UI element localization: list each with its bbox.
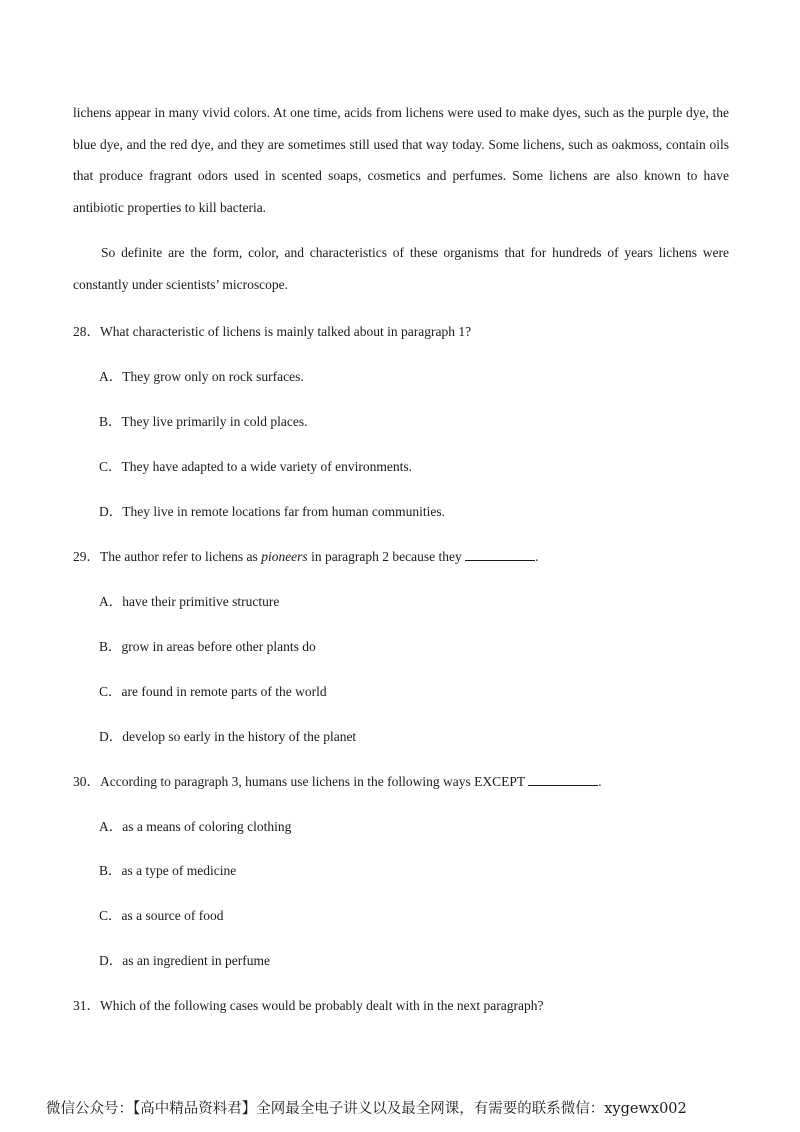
option-29-b bbox=[99, 635, 316, 655]
option-letter: D． bbox=[99, 504, 123, 519]
footer-contact-banner: 微信公众号：【高中精品资料君】全网最全电子讲义以及最全网课，有需要的联系微信：xygewx002 bbox=[46, 1101, 687, 1117]
option-30-a bbox=[99, 815, 291, 835]
option-text: as a type of medicine bbox=[121, 863, 237, 878]
option-30-d bbox=[99, 949, 270, 969]
option-text: They live primarily in cold places. bbox=[121, 414, 308, 429]
option-text: as a means of coloring clothing bbox=[122, 819, 292, 834]
option-28-a bbox=[99, 365, 304, 385]
option-letter: A． bbox=[99, 819, 123, 834]
option-letter: C． bbox=[99, 684, 122, 699]
question-29 bbox=[73, 545, 539, 565]
option-30-b bbox=[99, 859, 236, 879]
paragraph-scientists: So definite are the form, color, and characteristics of these organisms that for hundreds of years lichens were constantly under scientists’ microscope. bbox=[73, 245, 729, 292]
question-number: 31． bbox=[73, 998, 100, 1013]
question-text-end: . bbox=[598, 774, 602, 789]
paragraph-lichen-uses: lichens appear in many vivid colors. At one time, acids from lichens were used to make dyes, such as the purple dye, the blue dye, and the red dye, and they are sometimes still used that way today. Some lichens, such as oakmoss, contain oils that produce fragrant odors used in scented soaps, cosmetics and perfumes. Some lichens are also known to have antibiotic properties to kill bacteria. bbox=[73, 105, 729, 215]
option-letter: A． bbox=[99, 594, 123, 609]
question-italic-term: pioneers bbox=[261, 549, 308, 564]
option-text: They have adapted to a wide variety of environments. bbox=[121, 459, 413, 474]
option-30-c bbox=[99, 904, 223, 924]
option-29-d bbox=[99, 725, 356, 745]
option-letter: C． bbox=[99, 459, 122, 474]
option-text: as an ingredient in perfume bbox=[122, 953, 270, 968]
option-letter: C． bbox=[99, 908, 122, 923]
question-number: 29． bbox=[73, 549, 100, 564]
question-text: Which of the following cases would be probably dealt with in the next paragraph? bbox=[100, 998, 544, 1013]
option-letter: B． bbox=[99, 414, 122, 429]
question-text: The author refer to lichens as bbox=[100, 549, 262, 564]
option-letter: A． bbox=[99, 369, 123, 384]
answer-blank bbox=[528, 774, 598, 786]
option-text: have their primitive structure bbox=[122, 594, 280, 609]
option-28-c bbox=[99, 455, 412, 475]
option-28-d bbox=[99, 500, 445, 520]
question-text: in paragraph 2 because they bbox=[307, 549, 466, 564]
option-29-c bbox=[99, 680, 327, 700]
question-text: According to paragraph 3, humans use lichens in the following ways EXCEPT bbox=[100, 774, 529, 789]
question-text-end: . bbox=[535, 549, 539, 564]
option-text: develop so early in the history of the planet bbox=[122, 729, 357, 744]
option-text: They grow only on rock surfaces. bbox=[122, 369, 304, 384]
option-letter: B． bbox=[99, 639, 122, 654]
option-29-a bbox=[99, 590, 279, 610]
question-number: 28． bbox=[73, 324, 100, 339]
answer-blank bbox=[465, 549, 535, 561]
option-28-b bbox=[99, 410, 307, 430]
option-text: are found in remote parts of the world bbox=[121, 684, 327, 699]
question-31 bbox=[73, 994, 544, 1014]
option-text: as a source of food bbox=[121, 908, 224, 923]
option-text: grow in areas before other plants do bbox=[121, 639, 316, 654]
option-letter: D． bbox=[99, 729, 123, 744]
option-letter: D． bbox=[99, 953, 123, 968]
question-30 bbox=[73, 770, 602, 790]
option-letter: B． bbox=[99, 863, 122, 878]
option-text: They live in remote locations far from human communities. bbox=[122, 504, 446, 519]
question-28 bbox=[73, 320, 471, 340]
question-number: 30． bbox=[73, 774, 100, 789]
question-text: What characteristic of lichens is mainly talked about in paragraph 1? bbox=[100, 324, 472, 339]
